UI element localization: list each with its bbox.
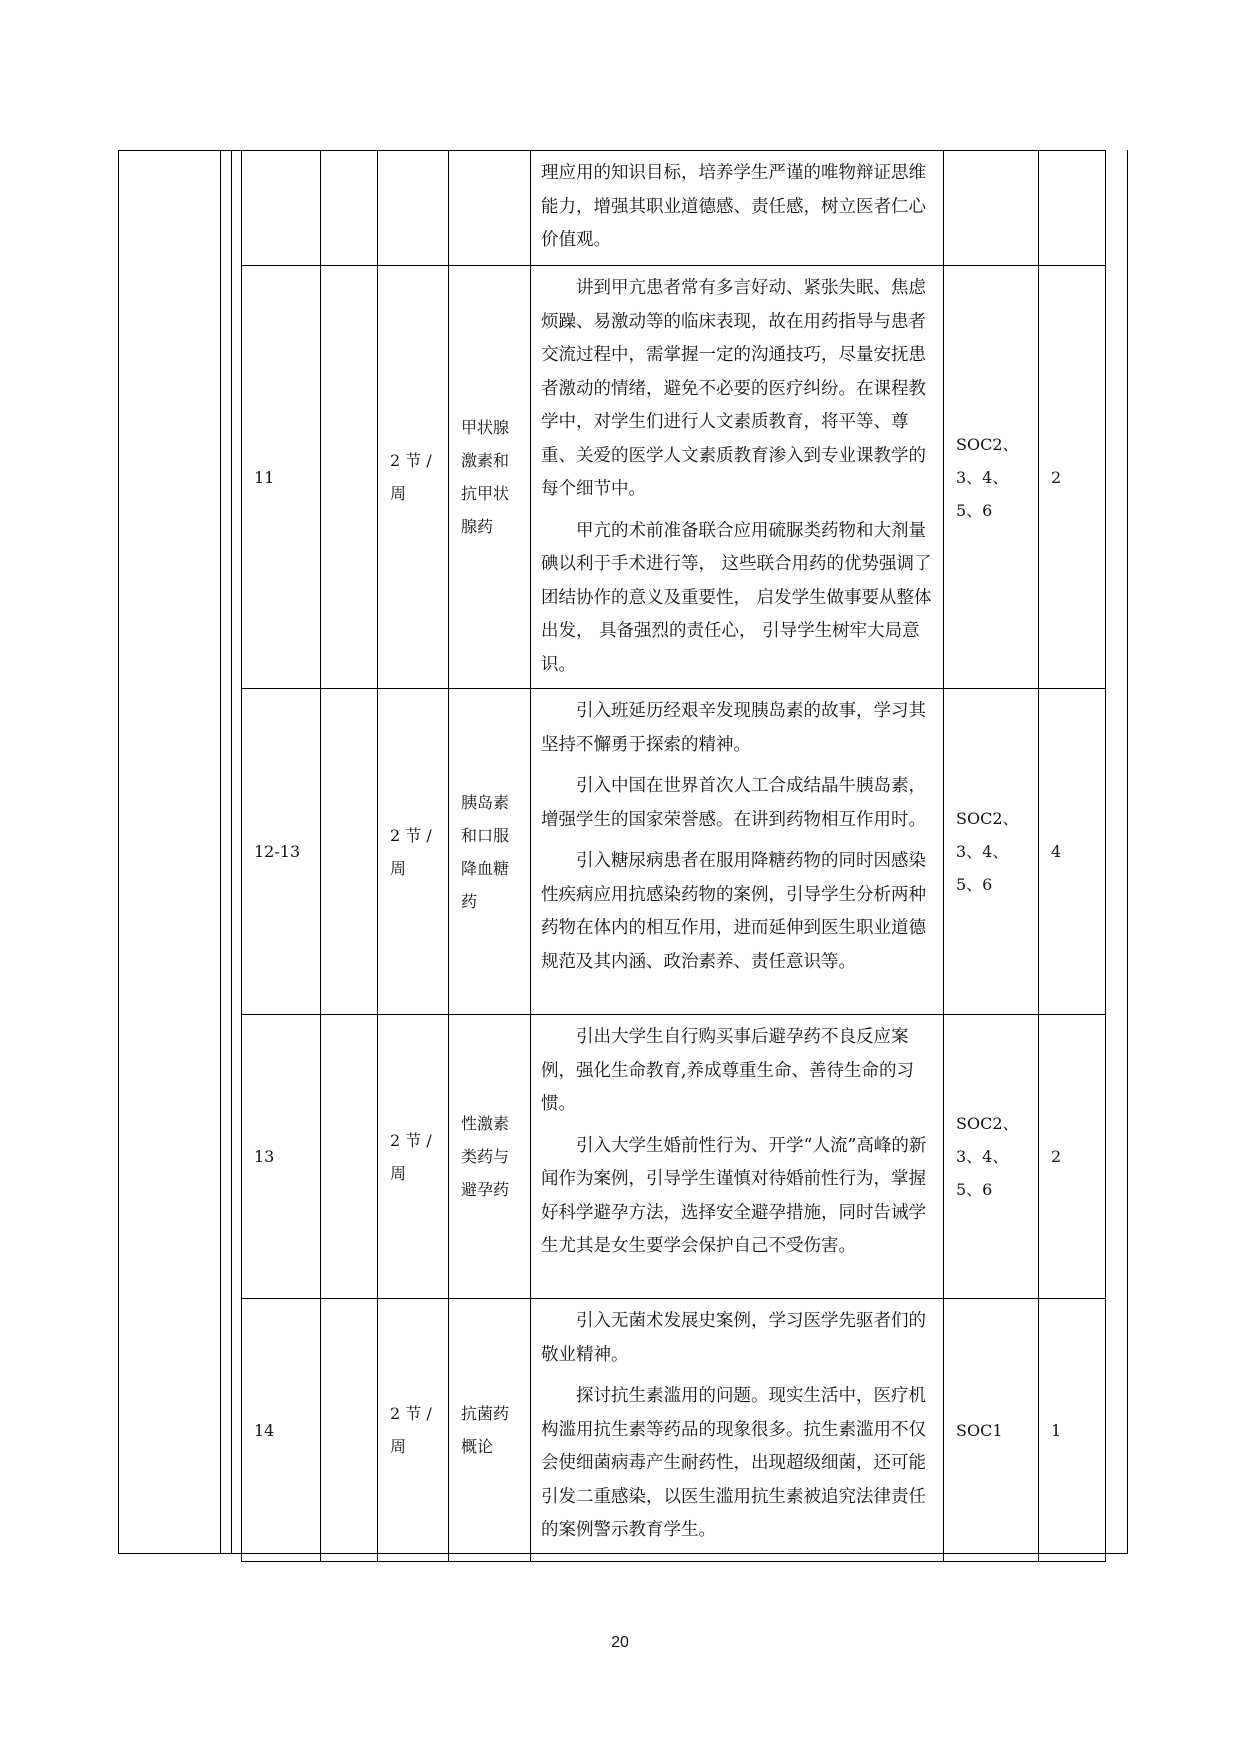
table-row bbox=[242, 1015, 1106, 1299]
content-cell bbox=[531, 1299, 944, 1562]
curriculum-table bbox=[241, 150, 1106, 1562]
soc-cell: SOC2、3、4、5、6 bbox=[944, 1015, 1039, 1299]
soc-cell: SOC2、3、4、5、6 bbox=[944, 689, 1039, 1015]
chapter-cell: 抗菌药概论 bbox=[449, 1299, 531, 1562]
blank-cell bbox=[321, 1299, 378, 1562]
content-paragraph: 引入大学生婚前性行为、开学“人流”高峰的新闻作为案例，引导学生谨慎对待婚前性行为，掌握好科学避孕方法，选择安全避孕措施，同时告诫学生尤其是女生要学会保护自己不受伤害。 bbox=[541, 1135, 927, 1256]
chapter-cell bbox=[449, 151, 531, 266]
blank-cell bbox=[321, 266, 378, 689]
outer-top-rule bbox=[118, 150, 241, 151]
content-paragraph: 引出大学生自行购买事后避孕药不良反应案例，强化生命教育,养成尊重生命、善待生命的习惯。 bbox=[541, 1027, 915, 1114]
hours-cell: 2 节 / 周 bbox=[378, 689, 449, 1015]
content-cell bbox=[531, 266, 944, 689]
hours-cell: 2 节 / 周 bbox=[378, 266, 449, 689]
content-cell bbox=[531, 1015, 944, 1299]
page-number: 20 bbox=[611, 1634, 629, 1651]
content-paragraph: 讲到甲亢患者常有多言好动、紧张失眠、焦虑烦躁、易激动等的临床表现，故在用药指导与患者交流过程中，需掌握一定的沟通技巧，尽量安抚患者激动的情绪，避免不必要的医疗纠纷。在课程教学中，对学生们进行人文素质教育，将平等、尊重、关爱的医学人文素质教育渗入到专业课教学的每个细节中。 bbox=[541, 278, 926, 499]
week-cell: 13 bbox=[242, 1015, 321, 1299]
content-paragraph: 理应用的知识目标，培养学生严谨的唯物辩证思维能力，增强其职业道德感、责任感，树立医者仁心价值观。 bbox=[541, 163, 926, 250]
blank-cell bbox=[321, 689, 378, 1015]
count-cell: 2 bbox=[1039, 266, 1106, 689]
content-paragraph: 甲亢的术前准备联合应用硫脲类药物和大剂量碘以利于手术进行等， 这些联合用药的优势强调了团结协作的意义及重要性， 启发学生做事要从整体出发， 具备强烈的责任心， 引导学生树牢大局意识。 bbox=[541, 520, 932, 675]
content-cell bbox=[531, 151, 944, 266]
content-paragraph: 引入中国在世界首次人工合成结晶牛胰岛素，增强学生的国家荣誉感。在讲到药物相互作用时。 bbox=[541, 776, 926, 830]
chapter-cell: 胰岛素和口服降血糖药 bbox=[449, 689, 531, 1015]
hours-cell bbox=[378, 151, 449, 266]
hours-cell: 2 节 / 周 bbox=[378, 1299, 449, 1562]
hours-cell: 2 节 / 周 bbox=[378, 1015, 449, 1299]
week-cell: 12-13 bbox=[242, 689, 321, 1015]
chapter-cell: 性激素类药与避孕药 bbox=[449, 1015, 531, 1299]
blank-cell bbox=[321, 1015, 378, 1299]
chapter-cell: 甲状腺激素和抗甲状腺药 bbox=[449, 266, 531, 689]
soc-cell: SOC1 bbox=[944, 1299, 1039, 1562]
count-cell bbox=[1039, 151, 1106, 266]
table-row bbox=[242, 1299, 1106, 1562]
week-cell bbox=[242, 151, 321, 266]
count-cell: 4 bbox=[1039, 689, 1106, 1015]
inner-left-rule bbox=[231, 150, 232, 1554]
soc-cell: SOC2、3、4、5、6 bbox=[944, 266, 1039, 689]
blank-cell bbox=[321, 151, 378, 266]
content-paragraph: 引入班延历经艰辛发现胰岛素的故事，学习其坚持不懈勇于探索的精神。 bbox=[541, 701, 926, 755]
content-paragraph: 引入糖尿病患者在服用降糖药物的同时因感染性疾病应用抗感染药物的案例，引导学生分析两种药物在体内的相互作用，进而延伸到医生职业道德规范及其内涵、政治素养、责任意识等。 bbox=[541, 851, 926, 972]
table-row bbox=[242, 266, 1106, 689]
content-paragraph: 引入无菌术发展史案例，学习医学先驱者们的敬业精神。 bbox=[541, 1311, 926, 1365]
content-cell bbox=[531, 689, 944, 1015]
count-cell: 1 bbox=[1039, 1299, 1106, 1562]
week-cell: 11 bbox=[242, 266, 321, 689]
table-row bbox=[242, 151, 1106, 266]
table-row bbox=[242, 689, 1106, 1015]
soc-cell bbox=[944, 151, 1039, 266]
count-cell: 2 bbox=[1039, 1015, 1106, 1299]
outer-column-divider bbox=[220, 150, 221, 1554]
week-cell: 14 bbox=[242, 1299, 321, 1562]
content-paragraph: 探讨抗生素滥用的问题。现实生活中，医疗机构滥用抗生素等药品的现象很多。抗生素滥用不仅会使细菌病毒产生耐药性，出现超级细菌，还可能引发二重感染，以医生滥用抗生素被追究法律责任的案例警示教育学生。 bbox=[541, 1386, 926, 1540]
